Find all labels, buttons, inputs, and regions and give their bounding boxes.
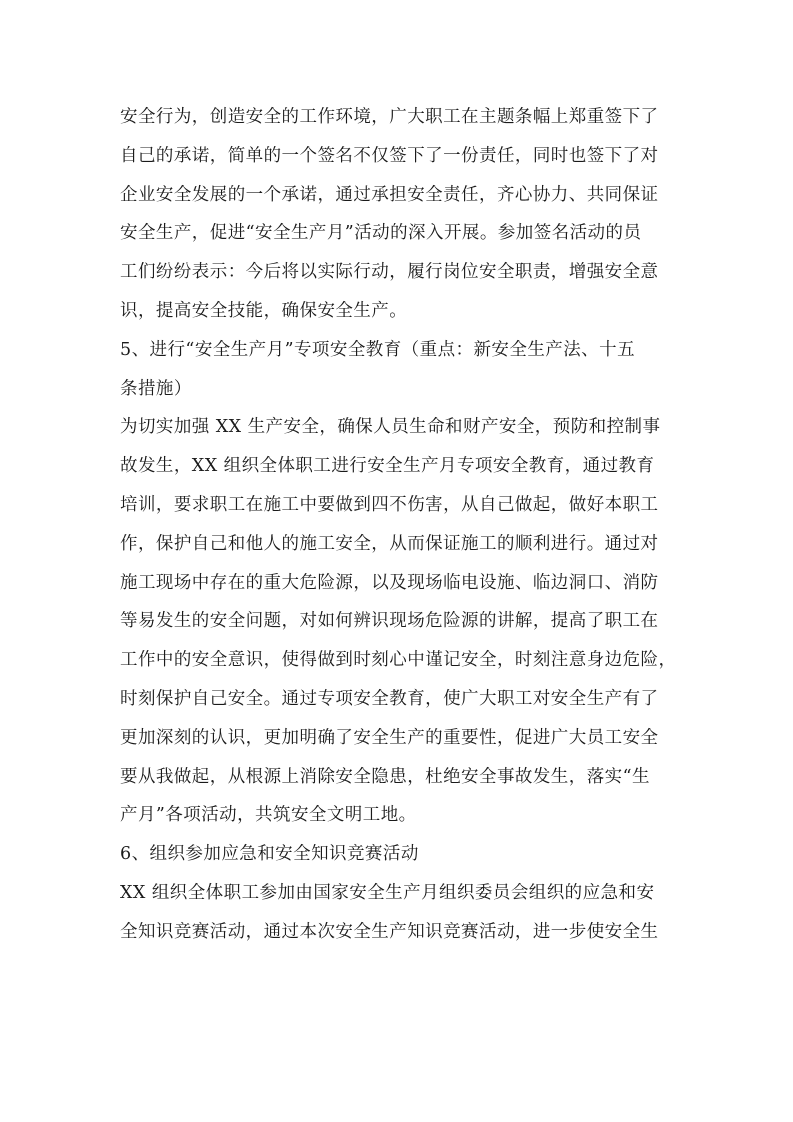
section-heading-5-continued: 条措施） xyxy=(120,378,192,399)
paragraph-line: 安全行为，创造安全的工作环境，广大职工在主题条幅上郑重签下了 xyxy=(120,107,659,127)
paragraph-line: 安全生产，促进“安全生产月”活动的深入开展。参加签名活动的员 xyxy=(120,223,642,244)
paragraph-line: 时刻保护自己安全。通过专项安全教育，使广大职工对安全生产有了 xyxy=(120,688,659,709)
paragraph-line: 更加深刻的认识，更加明确了安全生产的重要性，促进广大员工安全 xyxy=(120,727,659,748)
section-heading-5: 5、进行“安全生产月”专项安全教育（重点：新安全生产法、十五 xyxy=(120,339,636,360)
paragraph-line: 故发生，XX 组织全体职工进行安全生产月专项安全教育，通过教育 xyxy=(120,456,655,477)
paragraph-line: 要从我做起，从根源上消除安全隐患，杜绝安全事故发生，落实“生 xyxy=(120,766,650,787)
paragraph-line: 产月”各项活动，共筑安全文明工地。 xyxy=(120,805,417,826)
paragraph-line: 等易发生的安全问题，对如何辨识现场危险源的讲解，提高了职工在 xyxy=(120,611,659,632)
paragraph-line: 工们纷纷表示：今后将以实际行动，履行岗位安全职责，增强安全意 xyxy=(120,262,659,283)
section-heading-6: 6、组织参加应急和安全知识竞赛活动 xyxy=(120,844,419,865)
paragraph-line: 企业安全发展的一个承诺，通过承担安全责任，齐心协力、共同保证 xyxy=(120,184,659,205)
paragraph-line: 施工现场中存在的重大危险源，以及现场临电设施、临边洞口、消防 xyxy=(120,572,659,593)
paragraph-line: 自己的承诺，简单的一个签名不仅签下了一份责任，同时也签下了对 xyxy=(120,145,659,166)
paragraph-line: XX 组织全体职工参加由国家安全生产月组织委员会组织的应急和安 xyxy=(120,882,655,903)
paragraph-line: 为切实加强 XX 生产安全，确保人员生命和财产安全，预防和控制事 xyxy=(120,417,661,438)
paragraph-line: 作，保护自己和他人的施工安全，从而保证施工的顺利进行。通过对 xyxy=(120,533,659,554)
document-body xyxy=(120,98,676,952)
paragraph-line: 识，提高安全技能，确保安全生产。 xyxy=(120,300,408,321)
paragraph-line: 培训，要求职工在施工中要做到四不伤害，从自己做起，做好本职工 xyxy=(120,494,659,515)
paragraph-line: 全知识竞赛活动，通过本次安全生产知识竞赛活动，进一步使安全生 xyxy=(120,921,659,942)
paragraph-line: 工作中的安全意识，使得做到时刻心中谨记安全，时刻注意身边危险， xyxy=(120,650,677,671)
